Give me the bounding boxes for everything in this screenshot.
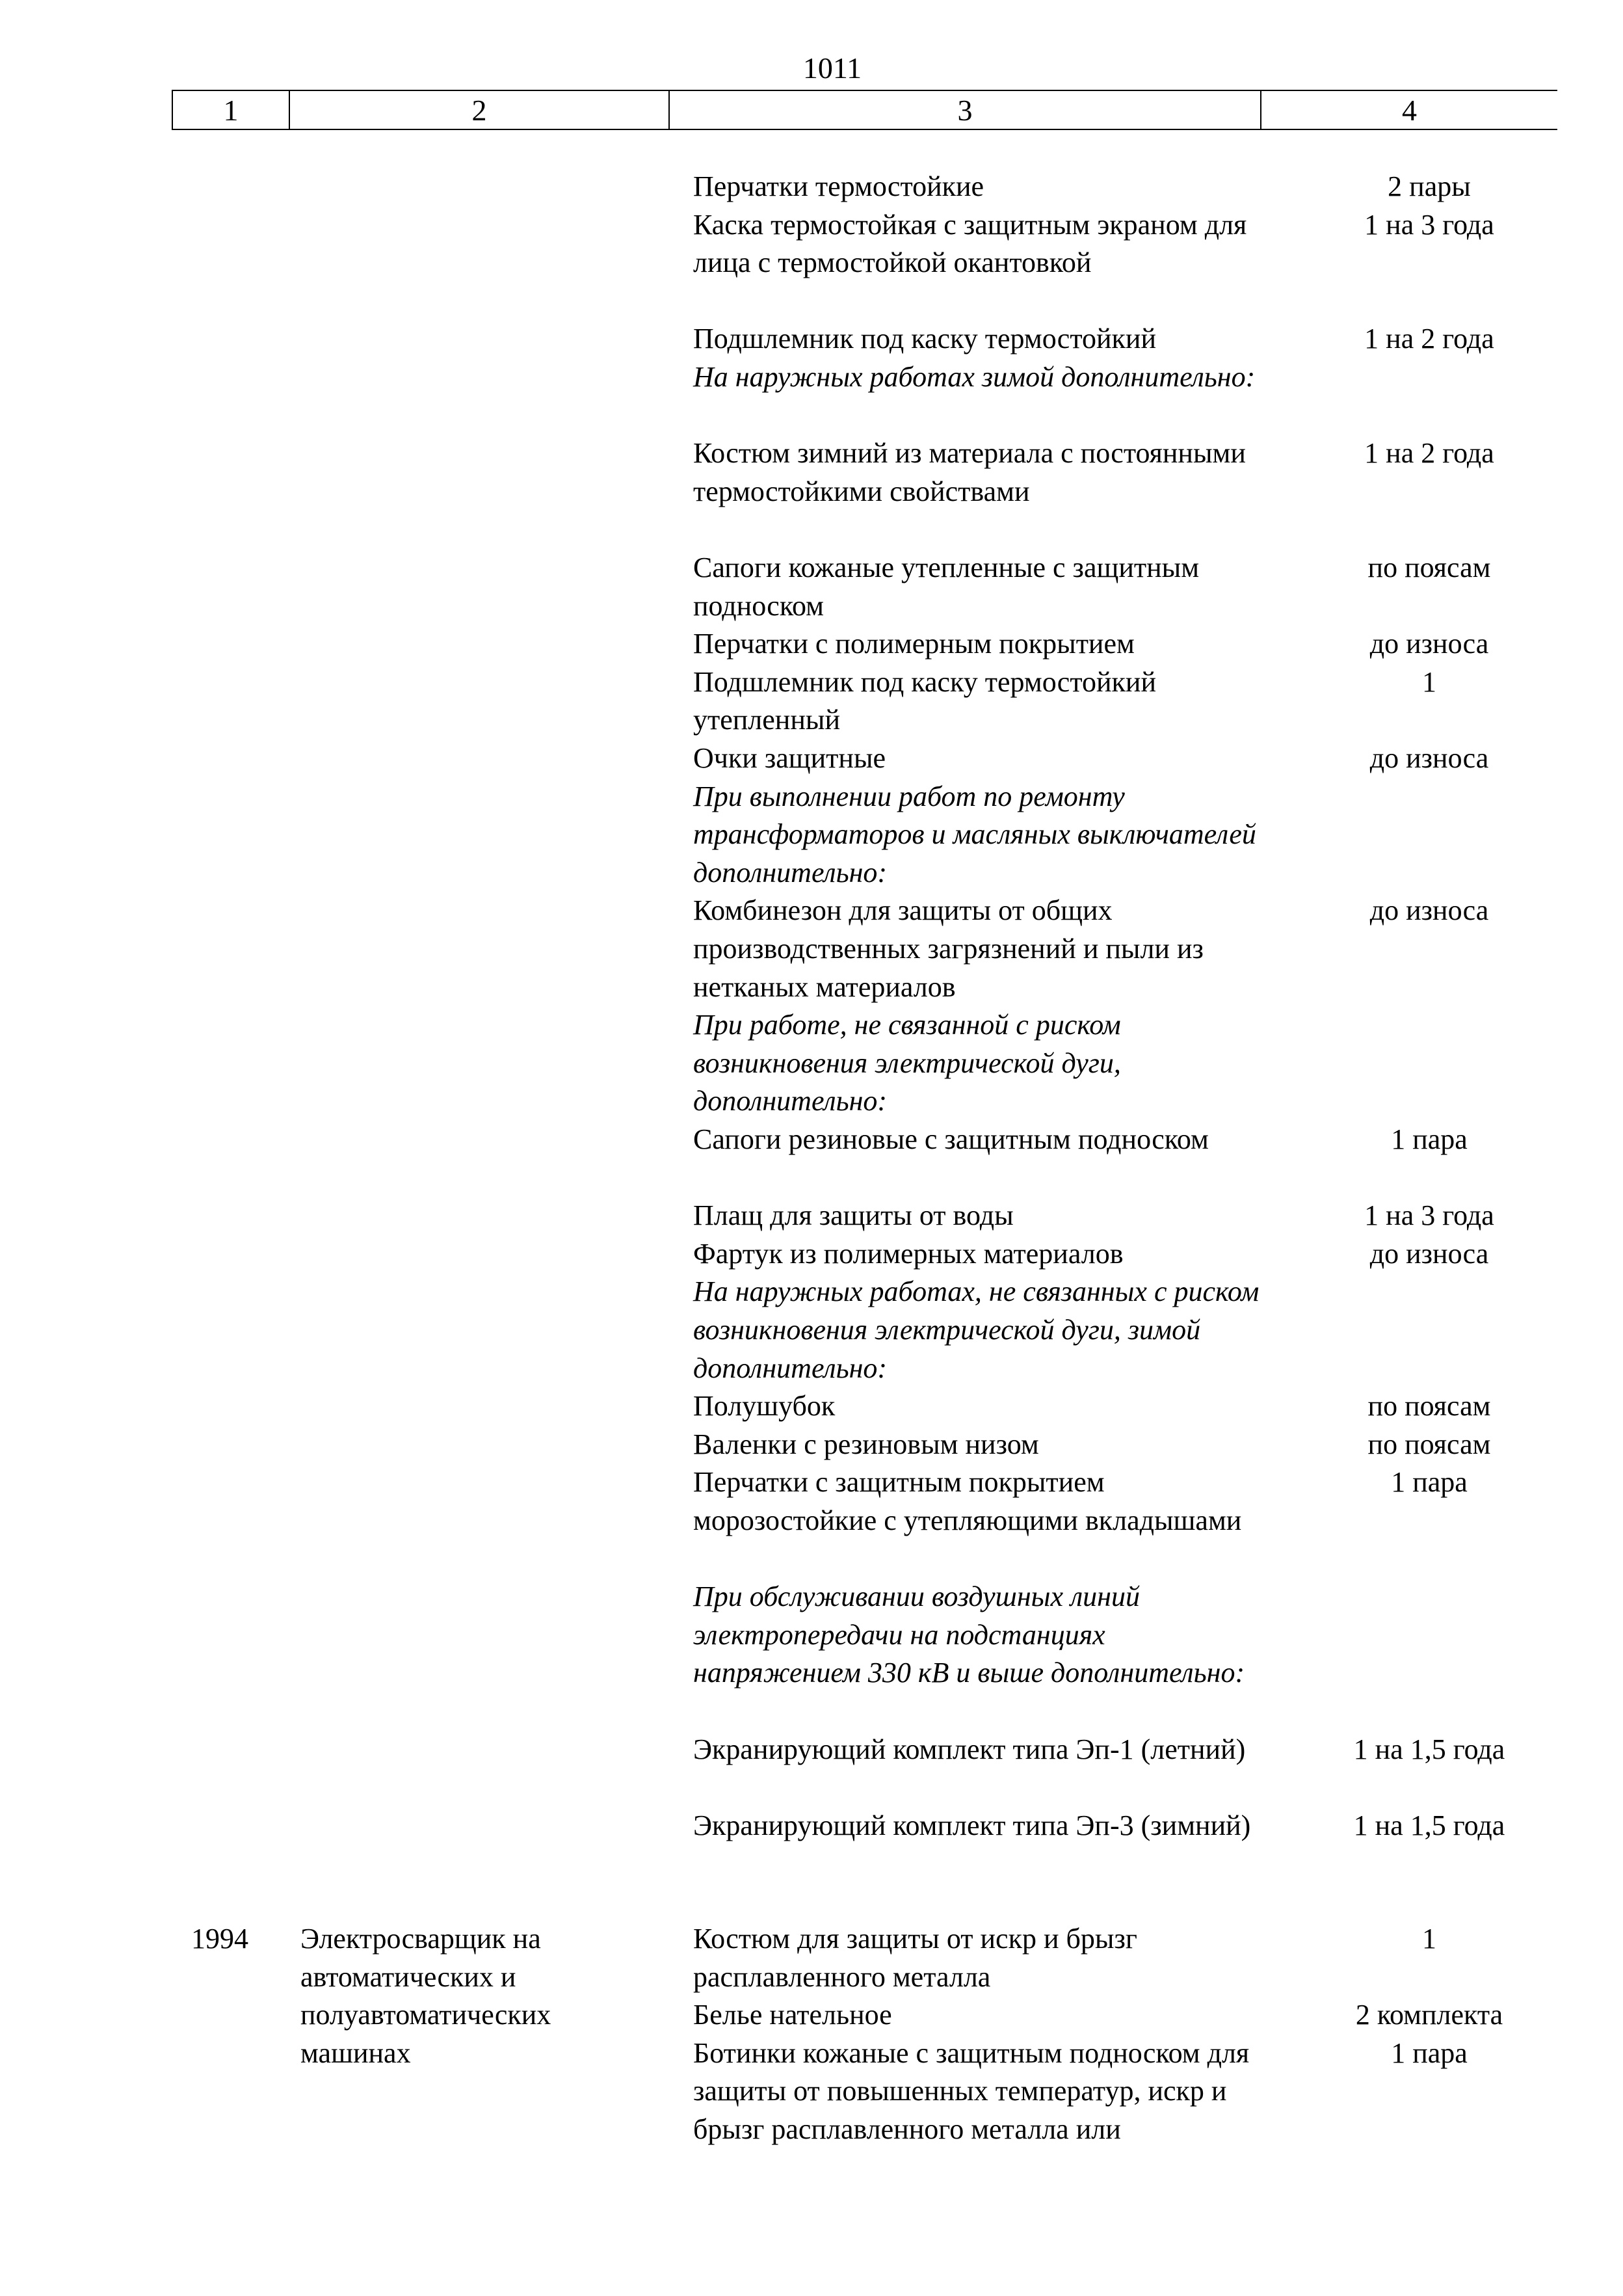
section-note: При работе, не связанной с риском возникновения электрической дуги, дополнительно: [693,1009,1121,1117]
item-name: Перчатки термостойкие [693,170,984,202]
item-norm: 1 пара [1391,2036,1468,2069]
item-norm: по поясам [1367,552,1491,583]
item-name: Подшлемник под каску термостойкий утепленный [693,665,1156,736]
item-norm: 1 на 3 года [1364,1199,1494,1232]
item-norm: 1 [1422,1923,1436,1955]
item-norm: по поясам [1367,1390,1491,1422]
entry-number: 1994 [191,1923,248,1955]
item-name: Белье нательное [693,1999,892,2031]
item-name: Каска термостойкая с защитным экраном для лица с термостойкой окантовкой [693,208,1247,279]
item-norm: до износа [1369,894,1489,927]
item-name: Экранирующий комплект типа Эп-3 (зимний) [693,1809,1251,1841]
item-name: Полушубок [693,1390,836,1422]
item-norm: до износа [1369,628,1489,660]
item-name: Фартук из полимерных материалов [693,1237,1124,1270]
item-name: Перчатки с полимерным покрытием [693,628,1135,660]
column-header-4: 4 [1261,90,1557,129]
item-norm: 1 на 2 года [1364,437,1494,470]
item-name: Сапоги кожаные утепленные с защитным подноском [693,552,1200,622]
item-name: Сапоги резиновые с защитным подноском [693,1123,1209,1155]
item-name: Экранирующий комплект типа Эп-1 (летний) [693,1733,1246,1765]
item-norm: до износа [1369,742,1489,774]
section-note: При обслуживании воздушных линий электропередачи на подстанциях напряжением 330 кВ и выше дополнительно: [693,1581,1245,1689]
item-norm: по поясам [1367,1428,1491,1460]
column-header-3: 3 [669,90,1261,129]
item-norm: 1 на 1,5 года [1353,1809,1505,1841]
page-number: 1011 [802,51,862,85]
item-norm: до износа [1369,1237,1489,1270]
item-norm: 2 пары [1388,170,1471,202]
item-name: Костюм для защиты от искр и брызг расплавленного металла [693,1923,1137,1993]
item-name: Комбинезон для защиты от общих производственных загрязнений и пыли из нетканых материалов [693,894,1204,1003]
item-norm: 1 на 2 года [1364,323,1494,355]
item-name: Подшлемник под каску термостойкий [693,323,1156,355]
item-name: Ботинки кожаные с защитным подноском для защиты от повышенных температур, искр и брызг расплавленного металла или [693,2036,1250,2145]
item-norm: 1 на 3 года [1364,208,1494,241]
item-norm: 2 комплекта [1355,1999,1503,2031]
column-header-row [172,90,1557,130]
item-name: Костюм зимний из материала с постоянными термостойкими свойствами [693,437,1246,507]
column-header-2: 2 [289,90,669,129]
section-note: На наружных работах, не связанных с риском возникновения электрической дуги, зимой дополнительно: [693,1275,1260,1384]
profession-name: Электросварщик на автоматических и полуавтоматических машинах [300,1923,551,2069]
item-name: Плащ для защиты от воды [693,1199,1014,1232]
section-note: На наружных работах зимой дополнительно: [693,361,1256,393]
item-norm: 1 [1422,665,1436,698]
item-norm: 1 на 1,5 года [1353,1733,1505,1765]
section-note: При выполнении работ по ремонту трансформаторов и масляных выключателей дополнительно: [693,780,1256,888]
item-name: Перчатки с защитным покрытием морозостойкие с утепляющими вкладышами [693,1466,1242,1536]
item-norm: 1 пара [1391,1123,1468,1155]
item-norm: 1 пара [1391,1466,1468,1499]
item-name: Очки защитные [693,742,886,774]
item-name: Валенки с резиновым низом [693,1428,1039,1460]
column-header-1: 1 [172,90,289,129]
